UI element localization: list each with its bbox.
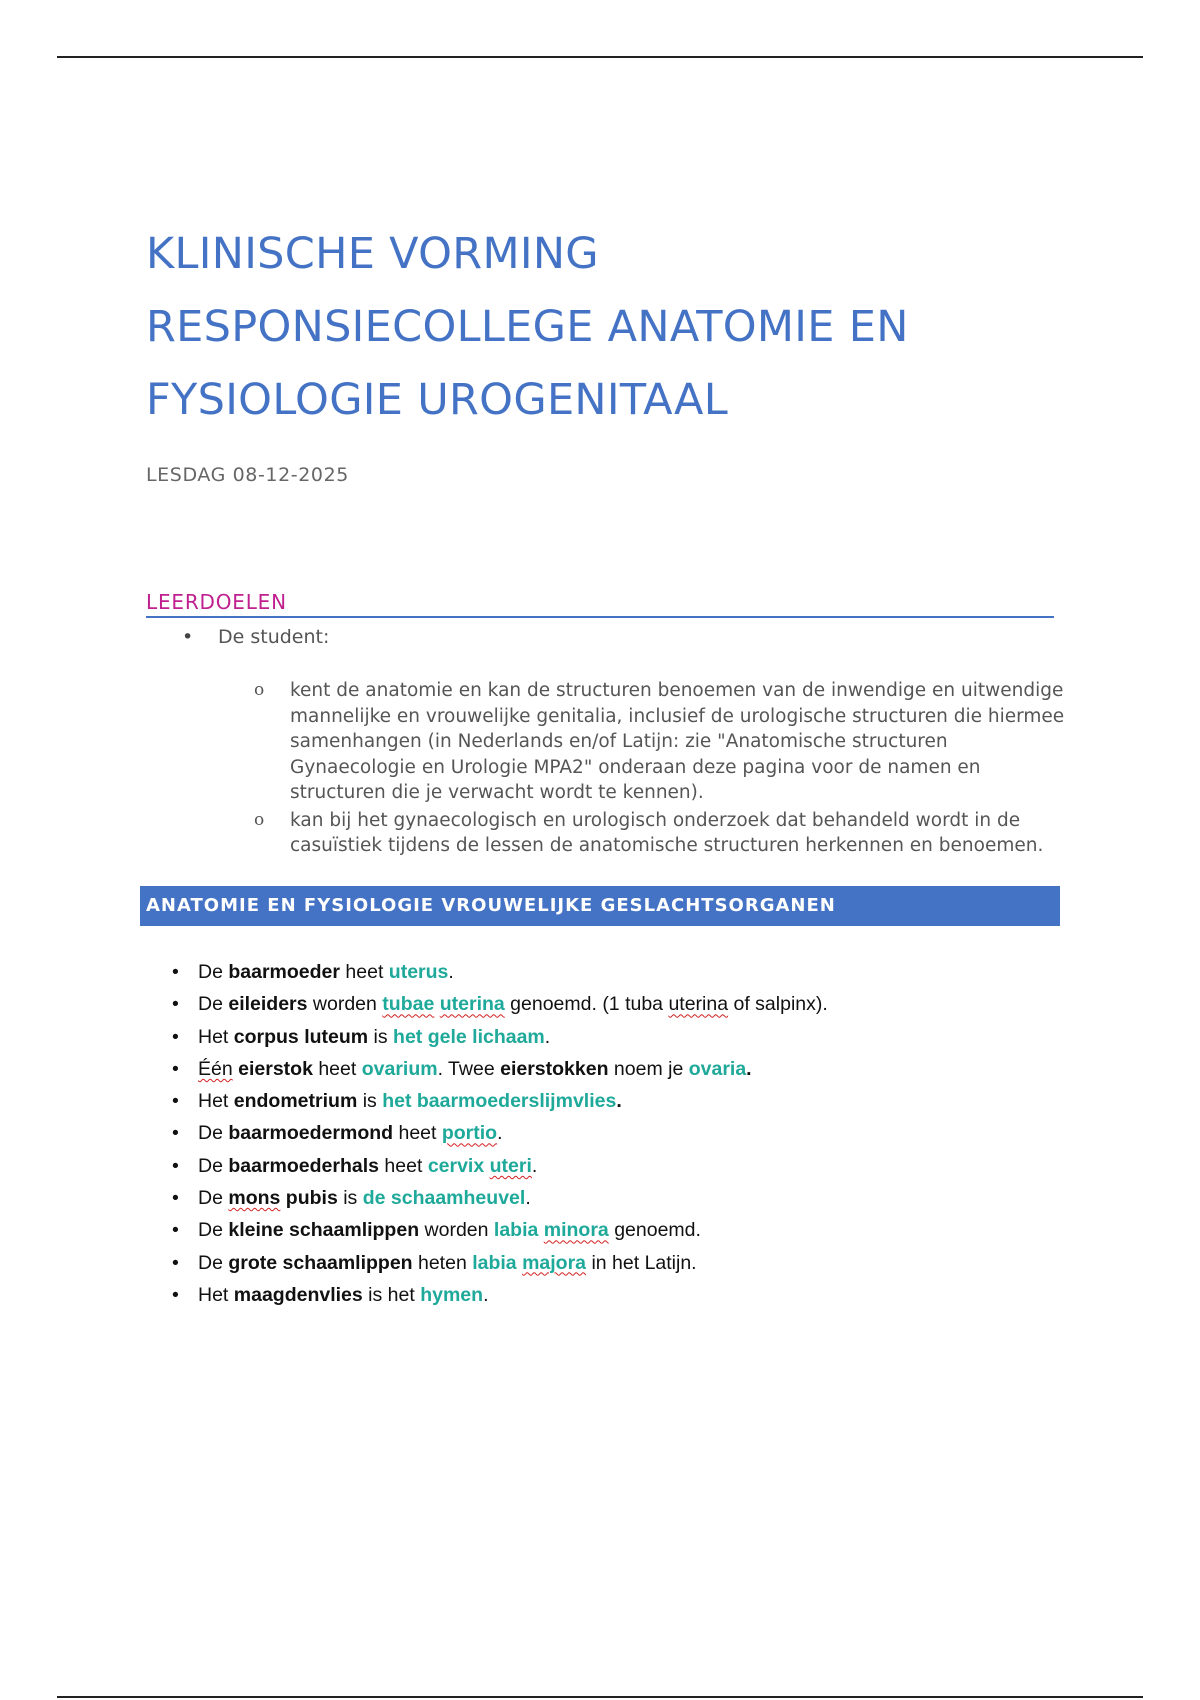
fact-text: .	[497, 1122, 503, 1145]
fact-text: heet	[379, 1154, 428, 1177]
fact-text: De	[198, 1219, 229, 1242]
fact-text: De	[198, 1187, 229, 1210]
fact-text: heten	[412, 1251, 473, 1274]
learning-goals-sublist	[146, 678, 1066, 859]
fact-text: worden	[307, 993, 383, 1016]
latin-term: labia	[493, 1219, 539, 1242]
bullet-icon: •	[182, 626, 194, 648]
circle-bullet-icon: o	[254, 680, 265, 700]
fact-text: De	[198, 1122, 229, 1145]
fact-item	[168, 1251, 1068, 1283]
fact-text: .	[531, 1154, 538, 1177]
latin-term: ovarium	[361, 1057, 438, 1080]
circle-bullet-icon: o	[254, 809, 265, 830]
dutch-term: baarmoeder	[228, 961, 340, 983]
fact-text: uterina	[668, 993, 729, 1016]
section-heading-band: ANATOMIE EN FYSIOLOGIE VROUWELIJKE GESLACHTSORGANEN	[140, 886, 1060, 926]
latin-term: portio	[441, 1122, 498, 1145]
title-line: FYSIOLOGIE UROGENITAAL	[146, 375, 728, 425]
latin-term: het gele lichaam	[393, 1025, 545, 1048]
fact-text: is	[357, 1090, 383, 1113]
fact-item	[168, 1057, 1068, 1089]
fact-item	[168, 1283, 1068, 1315]
latin-term: ovaria	[688, 1057, 747, 1080]
fact-item	[168, 992, 1068, 1024]
dutch-term: endometrium	[233, 1090, 358, 1113]
dutch-term: eierstokken	[500, 1057, 609, 1080]
dutch-term: baarmoederhals	[228, 1154, 380, 1177]
dutch-term: eileiders	[228, 993, 308, 1016]
dutch-term: eierstok	[238, 1057, 313, 1080]
learning-goal-text: kan bij het gynaecologisch en urologisch onderzoek dat behandeld wordt in de casuïstiek tijdens de lessen de anatomische structuren herkennen en benoemen.	[290, 809, 1044, 856]
latin-term: het baarmoederslijmvlies	[382, 1090, 617, 1113]
fact-item	[168, 1121, 1068, 1153]
dutch-term: pubis	[285, 1187, 338, 1210]
dutch-term: grote schaamlippen	[228, 1251, 413, 1274]
fact-text: . Twee	[437, 1057, 501, 1080]
fact-text: .	[525, 1187, 531, 1210]
fact-text: De	[198, 961, 229, 983]
fact-item	[168, 1089, 1068, 1121]
learning-goals-list	[146, 624, 1066, 861]
latin-term: tubae	[382, 993, 435, 1016]
fact-text: of salpinx).	[728, 993, 828, 1016]
fact-text: Het	[198, 1090, 234, 1113]
fact-text: noem je	[608, 1057, 689, 1080]
bottom-rule	[57, 1696, 1143, 1698]
fact-text: heet	[393, 1122, 442, 1145]
fact-text: is	[337, 1187, 363, 1210]
dutch-term: mons	[228, 1187, 281, 1210]
fact-text: Één	[198, 1057, 233, 1080]
latin-term: minora	[543, 1219, 609, 1242]
fact-item	[168, 1154, 1068, 1186]
dutch-term: .	[616, 1090, 622, 1113]
fact-text: .	[483, 1283, 489, 1306]
dutch-term: .	[746, 1057, 752, 1080]
fact-text: De	[198, 1251, 229, 1274]
lesson-date: LESDAG 08-12-2025	[146, 464, 349, 486]
fact-text: De	[198, 993, 229, 1016]
fact-text: heet	[340, 961, 389, 983]
latin-term: cervix	[427, 1154, 485, 1177]
latin-term: uterina	[439, 993, 505, 1016]
fact-text: worden	[419, 1219, 494, 1242]
fact-item	[168, 1025, 1068, 1057]
learning-goal-item	[146, 808, 1066, 859]
fact-text: De	[198, 1154, 229, 1177]
fact-text: heet	[312, 1057, 362, 1080]
fact-item	[168, 1218, 1068, 1250]
learning-goal-text: kent de anatomie en kan de structuren benoemen van de inwendige en uitwendige mannelijke en vrouwelijke genitalia, inclusief de urologische structuren die hiermee samenhangen (in Nederlands en/of Latijn: zie "Anatomische structuren Gynaecologie en Urologie MPA2" onderaan deze pagina voor de namen en structuren die je verwacht wordt te kennen).	[290, 680, 1065, 803]
fact-text: in het Latijn.	[586, 1251, 697, 1274]
fact-text: .	[544, 1025, 551, 1048]
learning-goals-bullet	[146, 624, 1066, 650]
latin-term: hymen	[420, 1283, 484, 1306]
learning-goals-heading: LEERDOELEN	[146, 590, 1054, 618]
fact-text: is	[368, 1025, 394, 1048]
title-line: RESPONSIECOLLEGE ANATOMIE EN	[146, 302, 909, 352]
fact-text: .	[448, 961, 454, 983]
fact-text: Het	[198, 1283, 234, 1306]
latin-term: uterus	[388, 961, 449, 983]
latin-term: de schaamheuvel	[362, 1187, 526, 1210]
document-title	[146, 218, 1126, 437]
latin-term: majora	[522, 1251, 587, 1274]
fact-item	[168, 1186, 1068, 1218]
fact-text: genoemd. (1 tuba	[504, 993, 669, 1016]
latin-term: labia	[472, 1251, 517, 1274]
learning-goal-item	[146, 678, 1066, 806]
learning-goals-intro: De student:	[218, 626, 330, 648]
dutch-term: corpus luteum	[233, 1025, 369, 1048]
dutch-term: kleine schaamlippen	[228, 1219, 420, 1242]
latin-term: uteri	[489, 1154, 532, 1177]
anatomy-fact-list	[168, 960, 1068, 1315]
fact-text: genoemd.	[608, 1219, 701, 1242]
dutch-term: maagdenvlies	[233, 1283, 363, 1306]
fact-text: is het	[362, 1283, 421, 1306]
top-rule	[57, 56, 1143, 58]
fact-item	[168, 960, 1068, 992]
dutch-term: baarmoedermond	[228, 1122, 394, 1145]
fact-text: Het	[198, 1025, 234, 1048]
title-line: KLINISCHE VORMING	[146, 229, 599, 279]
